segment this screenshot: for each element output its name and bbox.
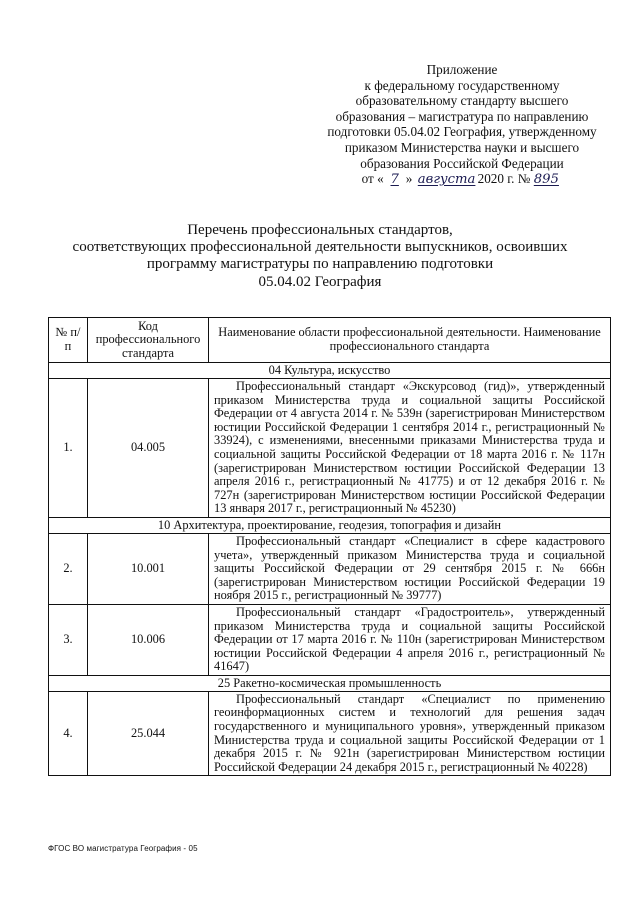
row-text: Профессиональный стандарт «Экскурсовод (гид)», утвержденный приказом Министерства труда и социальной защиты Российской Федерации от 4 августа 2014 г. № 539н (зарегистрирован Министерством юстиции Российской Федерации 1 сентября 2014 г., регистрационный № 33924), с изменениями, внесенными приказами Министерства труда и социальной защиты Российской Федерации от 18 марта 2016 г. № 117н (зарегистрирован Министерством юстиции Российской Федерации 13 апреля 2016 г., регистрационный № 41775) и от 12 декабря 2016 г. № 727н (зарегистрирован Министерством юстиции Российской Федерации 13 января 2017 г., регистрационный № 45230) xyxy=(209,379,611,518)
row-text: Профессиональный стандарт «Градостроитель», утвержденный приказом Министерства труда и социальной защиты Российской Федерации от 17 марта 2016 г. № 110н (зарегистрирован Министерством юстиции Российской Федерации 4 апреля 2016 г., регистрационный № 41647) xyxy=(209,604,611,675)
table-row xyxy=(49,604,611,675)
appendix-line: образования – магистратура по направлению xyxy=(335,108,589,124)
handwritten-day: 7 xyxy=(390,172,399,188)
standards-table xyxy=(48,317,611,776)
title-line: Перечень профессиональных стандартов, xyxy=(187,222,453,238)
row-code: 10.001 xyxy=(88,533,209,604)
date-separator: » xyxy=(405,171,413,187)
order-date-line xyxy=(312,171,612,188)
section-title: 10 Архитектура, проектирование, геодезия, топография и дизайн xyxy=(49,517,611,533)
table-row xyxy=(49,691,611,776)
handwritten-number: 895 xyxy=(533,172,559,188)
title-line: 05.04.02 География xyxy=(258,273,382,290)
appendix-block xyxy=(312,62,612,188)
header-code: Код профессионального стандарта xyxy=(88,318,209,363)
row-num: 3. xyxy=(49,604,88,675)
handwritten-month: августа xyxy=(417,172,476,188)
row-code: 10.006 xyxy=(88,604,209,675)
row-num: 1. xyxy=(49,379,88,518)
page-footer: ФГОС ВО магистратура География - 05 xyxy=(48,844,198,853)
table-row xyxy=(49,533,611,604)
row-code: 25.044 xyxy=(88,691,209,776)
appendix-line: подготовки 05.04.02 География, утвержденному xyxy=(327,124,597,140)
section-title: 04 Культура, искусство xyxy=(49,363,611,379)
section-title: 25 Ракетно-космическая промышленность xyxy=(49,675,611,691)
appendix-line: образовательному стандарту высшего xyxy=(355,93,569,109)
row-code: 04.005 xyxy=(88,379,209,518)
row-num: 2. xyxy=(49,533,88,604)
appendix-line: приказом Министерства науки и высшего xyxy=(344,139,580,155)
appendix-line: Приложение xyxy=(426,62,498,77)
appendix-line: образования Российской Федерации xyxy=(360,155,564,171)
table-header-row xyxy=(49,318,611,363)
section-row xyxy=(49,675,611,691)
section-row xyxy=(49,517,611,533)
date-prefix: от « xyxy=(361,171,384,187)
row-text: Профессиональный стандарт «Специалист по применению геоинформационных систем и технологий для решения задач государственного и муниципального уровня», утвержденный приказом Министерства труда и социальной защиты Российской Федерации от 1 декабря 2015 г. № 921н (зарегистрирован Министерством юстиции Российской Федерации 24 декабря 2015 г., регистрационный № 40228) xyxy=(209,691,611,776)
document-title xyxy=(40,222,600,291)
section-row xyxy=(49,363,611,379)
title-line: программу магистратуры по направлению подготовки xyxy=(146,256,494,273)
year-text: 2020 г. № xyxy=(477,171,531,187)
table-row xyxy=(49,379,611,518)
row-text: Профессиональный стандарт «Специалист в сфере кадастрового учета», утвержденный приказом Министерства труда и социальной защиты Российской Федерации от 29 сентября 2015 г. № 666н (зарегистрирован Министерством юстиции Российской Федерации 19 ноября 2015 г., регистрационный № 39777) xyxy=(209,533,611,604)
row-num: 4. xyxy=(49,691,88,776)
title-line: соответствующих профессиональной деятельности выпускников, освоивших xyxy=(72,239,568,256)
appendix-line: к федеральному государственному xyxy=(364,77,560,93)
header-num: № п/п xyxy=(49,318,88,363)
header-name: Наименование области профессиональной деятельности. Наименование профессионального стандарта xyxy=(209,318,611,363)
